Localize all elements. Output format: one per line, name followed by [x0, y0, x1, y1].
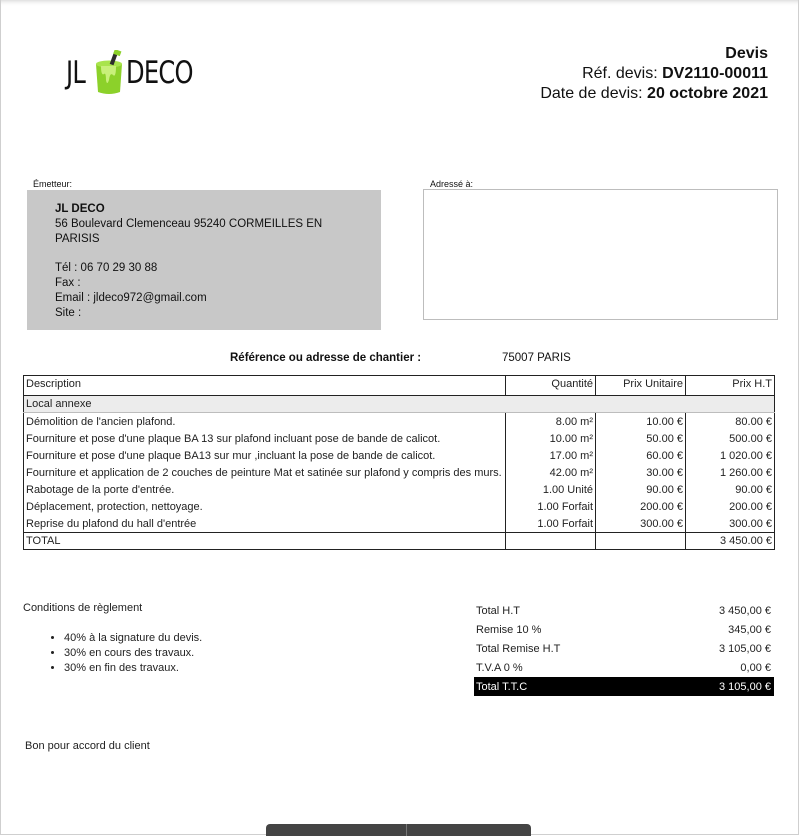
col-description: Description: [24, 376, 506, 396]
table-row: Fourniture et pose d'une plaque BA 13 sur plafond incluant pose de bande de calicot. 10.00 m² 50.00 € 500.00 €: [24, 430, 775, 447]
chantier-value: 75007 PARIS: [502, 352, 571, 364]
quote-date-value: 20 octobre 2021: [647, 85, 768, 102]
emetteur-address: 56 Boulevard Clemenceau 95240 CORMEILLES EN PARISIS: [55, 218, 323, 245]
client-approval-label: Bon pour accord du client: [25, 740, 150, 752]
logo-text-right: DECO: [126, 55, 193, 91]
table-total-label: TOTAL: [24, 533, 506, 550]
table-row: Démolition de l'ancien plafond. 8.00 m² 10.00 € 80.00 €: [24, 413, 775, 431]
table-section-row: [24, 396, 775, 413]
total-ttc-row: Total T.T.C 3 105,00 €: [474, 677, 774, 696]
emetteur-box: [27, 190, 381, 330]
table-row: Fourniture et application de 2 couches de peinture Mat et satinée sur plafond y compris des murs. 42.00 m² 30.00 € 1 260.00 €: [24, 464, 775, 481]
tva-row: T.V.A 0 % 0,00 €: [476, 661, 771, 674]
adresse-box: [423, 189, 778, 320]
table-total-value: 3 450.00 €: [686, 533, 775, 550]
remise-row: Remise 10 % 345,00 €: [476, 623, 771, 636]
col-quantity: Quantité: [506, 376, 596, 396]
col-price-ht: Prix H.T: [686, 376, 775, 396]
list-item: • 40% à la signature du devis.: [64, 631, 202, 646]
quote-reference-value: DV2110-00011: [662, 65, 768, 82]
table-row: Fourniture et pose d'une plaque BA13 sur mur ,incluant la pose de bande de calicot. 17.00 m² 60.00 € 1 020.00 €: [24, 447, 775, 464]
toolbar-divider: [406, 824, 407, 836]
emetteur-name: JL DECO: [55, 203, 105, 215]
quote-reference: Réf. devis: DV2110-00011: [582, 65, 768, 82]
section-label: Local annexe: [24, 396, 775, 413]
document-type: Devis: [725, 45, 768, 62]
quote-date: Date de devis: 20 octobre 2021: [540, 85, 768, 102]
items-table: [23, 375, 775, 550]
list-item: • 30% en cours des travaux.: [64, 646, 202, 661]
total-remise-row: Total Remise H.T 3 105,00 €: [476, 642, 771, 655]
viewer-toolbar[interactable]: [266, 824, 531, 836]
payment-conditions: [23, 602, 202, 676]
logo-text-left: JL: [66, 55, 86, 91]
table-header-row: [24, 376, 775, 396]
col-unit-price: Prix Unitaire: [596, 376, 686, 396]
company-logo: [66, 50, 212, 96]
table-total-row: [24, 533, 775, 550]
table-row: Reprise du plafond du hall d'entrée 1.00 Forfait 300.00 € 300.00 €: [24, 515, 775, 533]
conditions-title: Conditions de règlement: [23, 602, 143, 614]
document-header: [540, 44, 768, 104]
paint-bucket-icon: [92, 50, 126, 96]
emetteur-email: Email : jldeco972@gmail.com: [55, 292, 207, 304]
table-row: Rabotage de la porte d'entrée. 1.00 Unité 90.00 € 90.00 €: [24, 481, 775, 498]
conditions-list: [23, 631, 202, 676]
emetteur-label: Émetteur:: [33, 179, 73, 189]
list-item: • 30% en fin des travaux.: [64, 661, 202, 676]
totals-block: [474, 601, 774, 696]
chantier-label: Référence ou adresse de chantier :: [230, 352, 422, 364]
emetteur-tel: Tél : 06 70 29 30 88: [55, 262, 158, 274]
total-ht-row: Total H.T 3 450,00 €: [476, 604, 771, 617]
table-row: Déplacement, protection, nettoyage. 1.00 Forfait 200.00 € 200.00 €: [24, 498, 775, 515]
adresse-label: Adressé à:: [430, 179, 474, 189]
emetteur-site: Site :: [55, 307, 82, 319]
emetteur-fax: Fax :: [55, 277, 81, 289]
